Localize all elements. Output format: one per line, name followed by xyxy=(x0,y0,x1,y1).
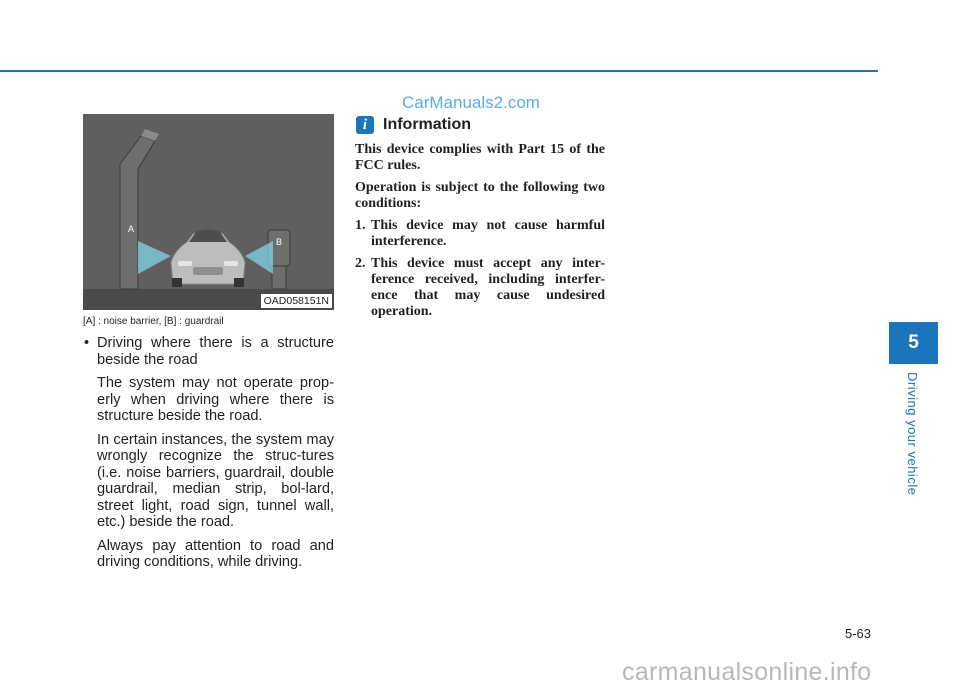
paragraph-3: Always pay attention to road and driving conditions, while driving. xyxy=(97,537,334,570)
chapter-title: Driving your vehicle xyxy=(905,372,920,496)
top-rule xyxy=(0,70,878,72)
paragraph-2: In certain instances, the system may wrongly recognize the struc-tures (i.e. noise barriers, guardrail, double guardrail, median strip, bol-lard, street light, road sign, tunnel wall, etc.) beside the road. xyxy=(97,431,334,530)
info-list-item xyxy=(355,256,605,320)
illustration-figure xyxy=(83,114,334,310)
list-text: This device must accept any inter-ference received, including interfer-ence that may cause undesired operation. xyxy=(371,256,605,319)
illustration-svg xyxy=(83,114,334,310)
right-sensor-beam xyxy=(245,241,273,274)
list-text: This device may not cause harmful interference. xyxy=(371,218,605,249)
list-number: 2. xyxy=(355,256,366,271)
page-number: 5-63 xyxy=(845,626,872,641)
figure-caption: [A] : noise barrier, [B] : guardrail xyxy=(83,316,224,327)
label-b: B xyxy=(276,237,283,247)
car-illustration xyxy=(171,230,245,288)
bullet-title: Driving where there is a structure beside the road xyxy=(97,335,334,368)
info-paragraph-2: Operation is subject to the following two conditions: xyxy=(355,180,605,211)
watermark-bottom[interactable]: carmanualsonline.info xyxy=(622,658,872,686)
bullet-dot: • xyxy=(84,335,90,351)
information-body xyxy=(355,142,605,326)
information-header xyxy=(356,116,471,134)
bullet-item xyxy=(83,335,334,368)
left-sensor-beam xyxy=(138,241,171,274)
list-number: 1. xyxy=(355,218,366,233)
info-list-item xyxy=(355,218,605,250)
main-text-column xyxy=(83,335,334,571)
paragraph-1: The system may not operate prop-erly when driving where there is structure beside the road. xyxy=(97,375,334,424)
guardrail-post xyxy=(272,264,286,289)
watermark-top[interactable]: CarManuals2.com xyxy=(402,93,540,112)
figure-code: OAD058151N xyxy=(261,294,332,308)
info-paragraph-1: This device complies with Part 15 of the FCC rules. xyxy=(355,142,605,173)
label-a: A xyxy=(128,224,135,234)
information-title: Information xyxy=(383,116,471,133)
chapter-tab[interactable]: 5 xyxy=(889,322,938,364)
information-icon: i xyxy=(356,116,374,134)
